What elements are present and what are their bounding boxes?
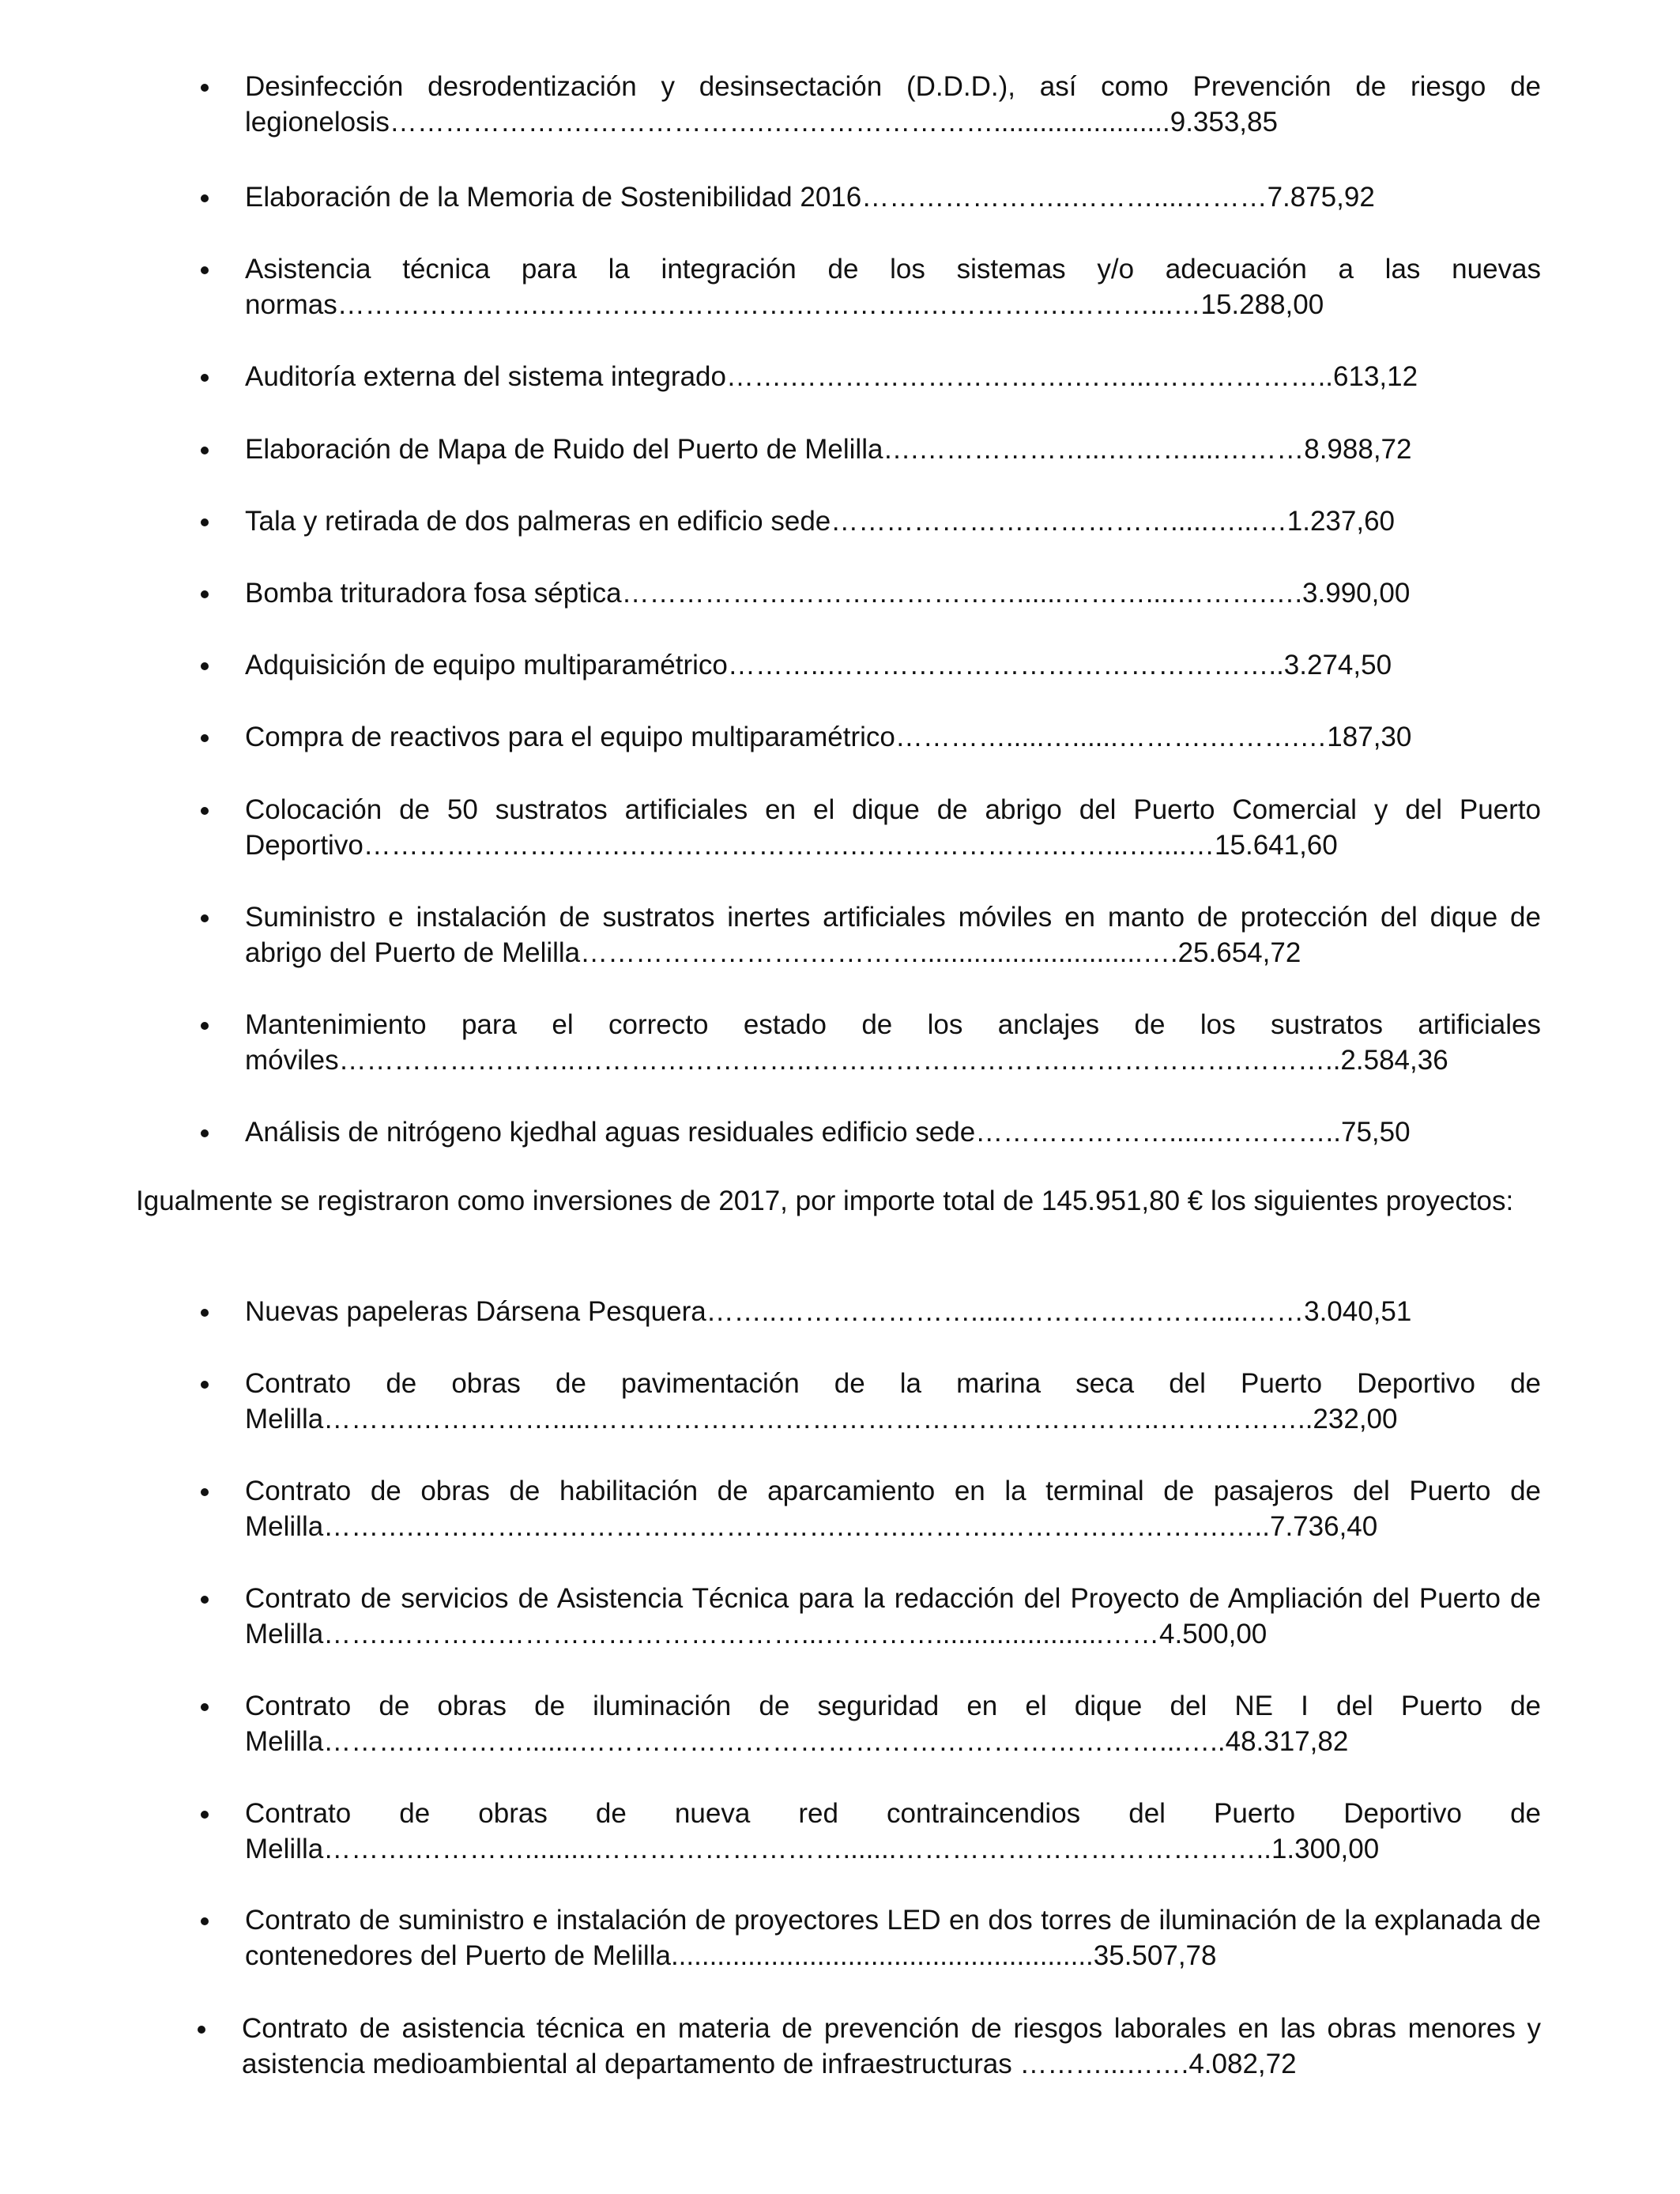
bullet-icon (201, 1596, 209, 1604)
bullet-icon (201, 194, 209, 202)
list-item-text: Suministro e instalación de sustratos inertes artificiales móviles en manto de protección del dique de abrigo del Puerto de Melilla…………………….………….............................….25.654,72 (245, 902, 1541, 968)
list-item-text: Mantenimiento para el correcto estado de los anclajes de los sustratos artificiales móviles……………………..……………………..……………………….……………….………..2.584,36 (245, 1009, 1541, 1076)
list-item-text: Análisis de nitrógeno kjedhal aguas residuales edificio sede…………………......…………..75,50 (245, 1117, 1411, 1148)
bullet-icon (201, 1129, 209, 1137)
list-item-text: Contrato de asistencia técnica en materia de prevención de riesgos laborales en las obras menores y asistencia medioambiental al departamento de infraestructuras ………...…….4.082,72 (242, 2013, 1541, 2079)
bullet-icon (198, 2026, 205, 2034)
list-item (245, 251, 1541, 322)
list-item-text: Contrato de obras de iluminación de seguridad en el dique del NE I del Puerto de Melilla……….………….......………………………………………………………...…..48.317,82 (245, 1691, 1541, 1757)
bullet-icon (201, 734, 209, 742)
list-item (245, 1007, 1541, 1078)
list-item (245, 432, 1541, 467)
bullet-icon (201, 1811, 209, 1819)
list-item-text: Contrato de suministro e instalación de proyectores LED en dos torres de iluminación de la explanada de contenedores del Puerto de Melilla.......................................................35.507,78 (245, 1905, 1541, 1971)
list-item-text: Nuevas papeleras Dársena Pesquera……..…………………......………………….....……3.040,51 (245, 1296, 1412, 1327)
list-item (245, 575, 1541, 611)
list-item-text: Bomba trituradora fosa séptica……………………….……………......………....……….….3.990,00 (245, 578, 1411, 609)
list-item-text: Contrato de obras de nueva red contraincendios del Puerto Deportivo de Melilla……….………….........……………………….......…………………………………..1.300,00 (245, 1798, 1541, 1864)
list-item (245, 719, 1541, 755)
bullet-icon (201, 1381, 209, 1389)
bullet-icon (201, 662, 209, 670)
list-item (245, 1902, 1541, 1973)
list-item (245, 1796, 1541, 1867)
intro-paragraph: Igualmente se registraron como inversiones de 2017, por importe total de 145.951,80 € los siguientes proyectos: (136, 1186, 1514, 1216)
list-item-text: Contrato de obras de pavimentación de la marina seca del Puerto Deportivo de Melilla……….…………….....……………………………………………………..……………..232,00 (245, 1368, 1541, 1434)
bullet-icon (201, 447, 209, 454)
bullet-icon (201, 266, 209, 274)
list-item (245, 503, 1541, 539)
list-item-text: Elaboración de la Memoria de Sostenibilidad 2016…………………..………....………7.875,92 (245, 182, 1375, 213)
bullet-icon (201, 1488, 209, 1496)
list-item-text: Adquisición de equipo multiparamétrico………..…………………………………………..3.274,50 (245, 650, 1392, 680)
bullet-icon (201, 374, 209, 382)
list-item-text: Tala y retirada de dos palmeras en edificio sede………………….…………….....…...…1.237,60 (245, 506, 1396, 537)
list-item (245, 1688, 1541, 1759)
list-item (245, 792, 1541, 863)
list-item-text: Colocación de 50 sustratos artificiales en el dique de abrigo del Puerto Comercial y del Puerto Deportivo……………………….…………………….………………….……...…....…15.641,60 (245, 794, 1541, 861)
list-item (245, 1294, 1541, 1329)
list-item (245, 1114, 1541, 1150)
bullet-icon (201, 518, 209, 526)
list-item-text: Elaboración de Mapa de Ruido del Puerto de Melilla….………………...………....………8.988,72 (245, 434, 1412, 465)
bullet-icon (201, 914, 209, 922)
bullet-icon (201, 807, 209, 815)
bullet-icon (201, 590, 209, 598)
list-item (245, 179, 1541, 215)
bullet-icon (201, 1703, 209, 1711)
list-item-text: Auditoría externa del sistema integrado…….………………………….……...………………..613,12 (245, 361, 1418, 392)
bullet-icon (201, 1917, 209, 1925)
bullet-icon (201, 84, 209, 92)
list-item-text: Contrato de obras de habilitación de aparcamiento en la terminal de pasajeros del Puerto de Melilla……….………….…………………………….…….……….…………………….…..7.736,40 (245, 1476, 1541, 1542)
list-item-text: Compra de reactivos para el equipo multiparamétrico………….....…......……….……….…187,30 (245, 722, 1412, 752)
list-item (245, 1366, 1541, 1437)
list-item (245, 647, 1541, 683)
list-item (245, 359, 1541, 394)
list-item-text: Asistencia técnica para la integración de los sistemas y/o adecuación a las nuevas normas………………….……………………….…………..…………….………...…15.288,00 (245, 254, 1541, 320)
list-item (245, 69, 1541, 140)
bullet-icon (201, 1309, 209, 1317)
bullet-icon (201, 1022, 209, 1030)
list-item (245, 1581, 1541, 1652)
list-item (242, 2011, 1541, 2082)
list-item (245, 1473, 1541, 1544)
list-item-text: Desinfección desrodentización y desinsectación (D.D.D.), así como Prevención de riesgo de legionelosis………………….……………….….………………….......................9.353,85 (245, 71, 1541, 138)
list-item (245, 899, 1541, 971)
list-item-text: Contrato de servicios de Asistencia Técnica para la redacción del Proyecto de Ampliación del Puerto de Melilla…….………………………………………...…………......................……4.500,00 (245, 1583, 1541, 1649)
